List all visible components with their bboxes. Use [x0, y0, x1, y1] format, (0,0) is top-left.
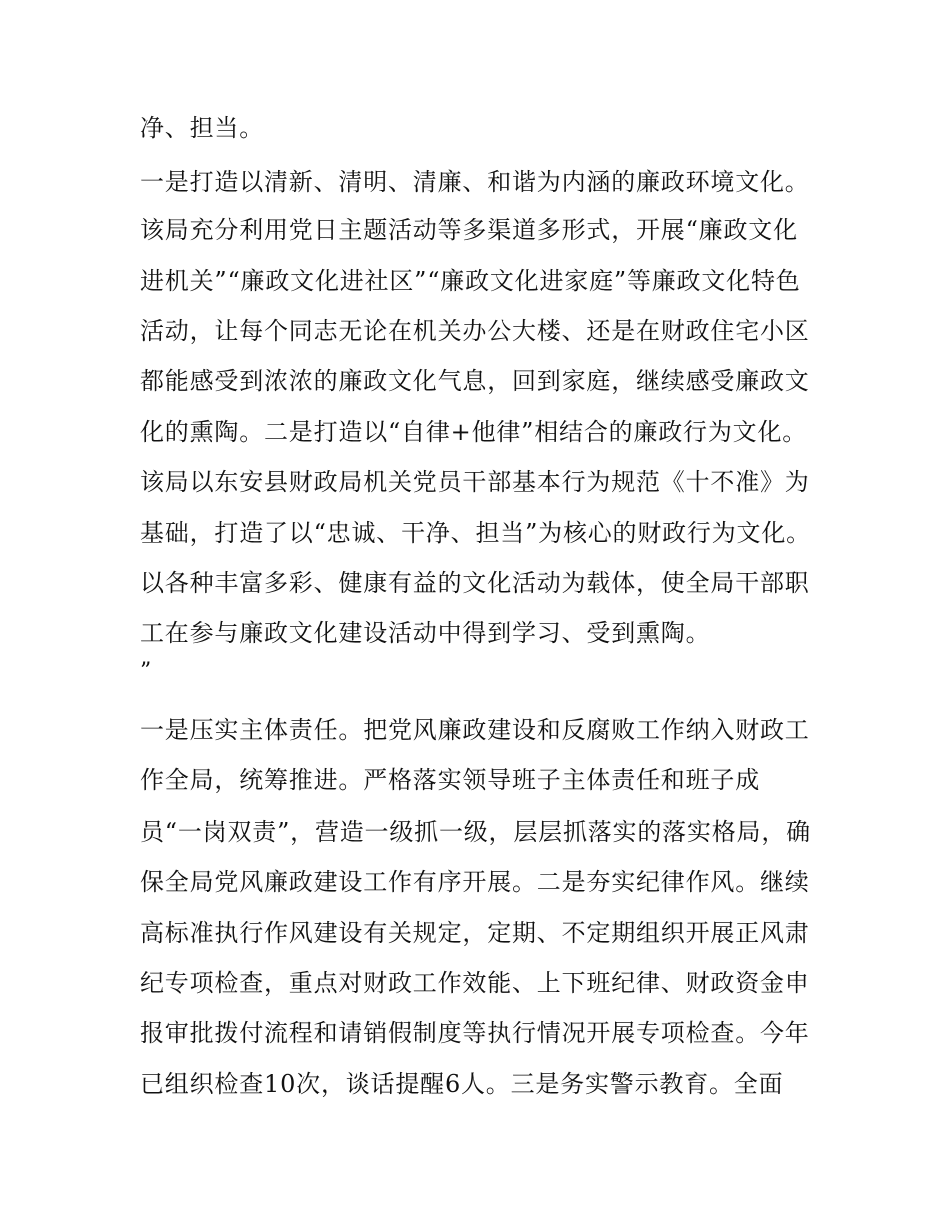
- text-line: 已组织检查10次，谈话提醒6人。三是务实警示教育。全面: [140, 1070, 784, 1098]
- text-line: 工在参与廉政文化建设活动中得到学习、受到熏陶。: [140, 619, 711, 647]
- text-line: 高标准执行作风建设有关规定，定期、不定期组织开展正风肃: [140, 919, 810, 947]
- text-line: 该局以东安县财政局机关党员干部基本行为规范《十不准》为: [140, 468, 810, 496]
- text-line: 保全局党风廉政建设工作有序开展。二是夯实纪律作风。继续: [140, 868, 810, 896]
- text-line: 以各种丰富多彩、健康有益的文化活动为载体，使全局干部职: [140, 569, 810, 597]
- text-line: 纪专项检查，重点对财政工作效能、上下班纪律、财政资金申: [140, 969, 810, 997]
- text-line: 化的熏陶。二是打造以“自律+他律”相结合的廉政行为文化。: [140, 418, 808, 446]
- text-line: 一是打造以清新、清明、清廉、和谐为内涵的廉政环境文化。: [140, 168, 810, 196]
- text-line: 作全局，统筹推进。严格落实领导班子主体责任和班子成: [140, 766, 760, 794]
- text-line: 该局充分利用党日主题活动等多渠道多形式，开展“廉政文化: [140, 216, 798, 244]
- closing-quote-mark: ”: [140, 659, 153, 684]
- text-line: 报审批拨付流程和请销假制度等执行情况开展专项检查。今年: [140, 1019, 810, 1047]
- text-line: 员“一岗双责”，营造一级抓一级，层层抓落实的落实格局，确: [140, 818, 811, 846]
- text-line: 活动，让每个同志无论在机关办公大楼、还是在财政住宅小区: [140, 317, 810, 345]
- text-line: 都能感受到浓浓的廉政文化气息，回到家庭，继续感受廉政文: [140, 367, 810, 395]
- text-line: 基础，打造了以“忠诚、干净、担当”为核心的财政行为文化。: [140, 519, 811, 547]
- text-line: 进机关”“廉政文化进社区”“廉政文化进家庭”等廉政文化特色: [140, 267, 801, 295]
- text-line: 净、担当。: [140, 114, 264, 142]
- text-line: 一是压实主体责任。把党风廉政建设和反腐败工作纳入财政工: [140, 716, 810, 744]
